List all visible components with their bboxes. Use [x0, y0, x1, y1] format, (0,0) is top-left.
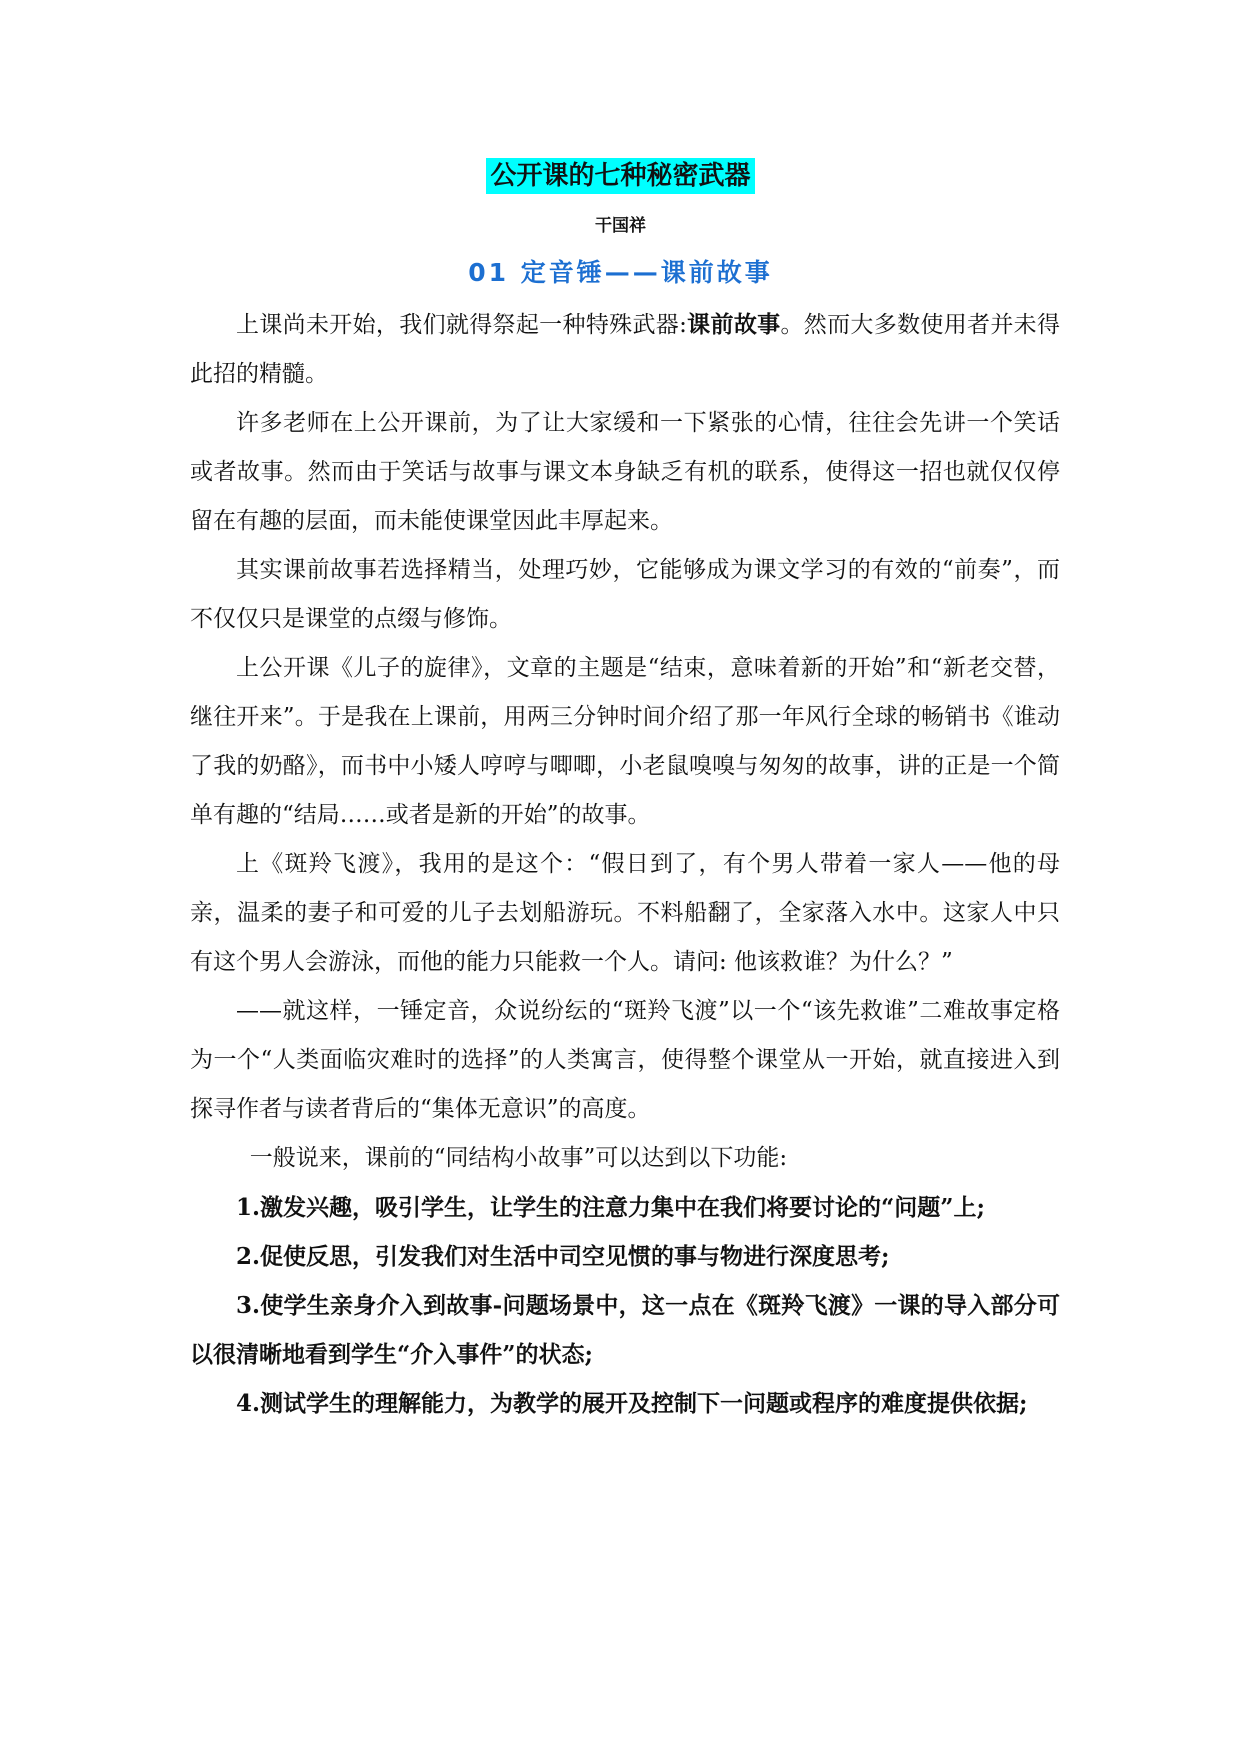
section-heading: 01 定音锤——课前故事 — [468, 258, 773, 287]
list-item-4: 4.测试学生的理解能力，为教学的展开及控制下一问题或程序的难度提供依据; — [236, 1390, 1028, 1417]
list-item-3: 3.使学生亲身介入到故事-问题场景中，这一点在《斑羚飞渡》一课的导入部分可以很清晰地看到学生“介入事件”的状态; — [190, 1292, 1060, 1368]
paragraph-6: ——就这样，一锤定音，众说纷纭的“斑羚飞渡”以一个“该先救谁”二难故事定格为一个“人类面临灾难时的选择”的人类寓言，使得整个课堂从一开始，就直接进入到探寻作者与读者背后的“集体无意识”的高度。 — [190, 998, 1060, 1122]
paragraph-1-text-before: 上课尚未开始，我们就得祭起一种特殊武器: — [236, 312, 687, 338]
list-item-2: 2.促使反思，引发我们对生活中司空见惯的事与物进行深度思考; — [236, 1243, 890, 1270]
paragraph-3: 其实课前故事若选择精当，处理巧妙，它能够成为课文学习的有效的“前奏”，而不仅仅只是课堂的点缀与修饰。 — [190, 557, 1060, 632]
title-block — [0, 158, 1241, 194]
paragraph-5: 上《斑羚飞渡》，我用的是这个：“假日到了，有个男人带着一家人——他的母亲，温柔的妻子和可爱的儿子去划船游玩。不料船翻了，全家落入水中。这家人中只有这个男人会游泳，而他的能力只能救一个人。请问: 他该救谁？为什么？” — [190, 851, 1060, 975]
paragraph-2: 许多老师在上公开课前，为了让大家缓和一下紧张的心情，往往会先讲一个笑话或者故事。然而由于笑话与故事与课文本身缺乏有机的联系，使得这一招也就仅仅停留在有趣的层面，而未能使课堂因此丰厚起来。 — [190, 410, 1060, 534]
list-item-1: 1.激发兴趣，吸引学生，让学生的注意力集中在我们将要讨论的“问题”上; — [236, 1194, 985, 1221]
paragraph-4: 上公开课《儿子的旋律》，文章的主题是“结束，意味着新的开始”和“新老交替，继往开来”。于是我在上课前，用两三分钟时间介绍了那一年风行全球的畅销书《谁动了我的奶酪》，而书中小矮人哼哼与唧唧，小老鼠嗅嗅与匆匆的故事，讲的正是一个简单有趣的“结局……或者是新的开始”的故事。 — [190, 655, 1060, 828]
author-name: 干国祥 — [595, 216, 646, 236]
article-body — [190, 300, 1060, 1428]
paragraph-7: 一般说来，课前的“同结构小故事”可以达到以下功能: — [249, 1145, 788, 1171]
paragraph-1 — [190, 300, 1060, 399]
document-title: 公开课的七种秘密武器 — [486, 158, 754, 194]
paragraph-1-emphasis: 课前故事 — [686, 311, 781, 338]
paragraph-1-text-after: 。然而大多数使用者并未得此招的精髓。 — [190, 312, 1061, 387]
